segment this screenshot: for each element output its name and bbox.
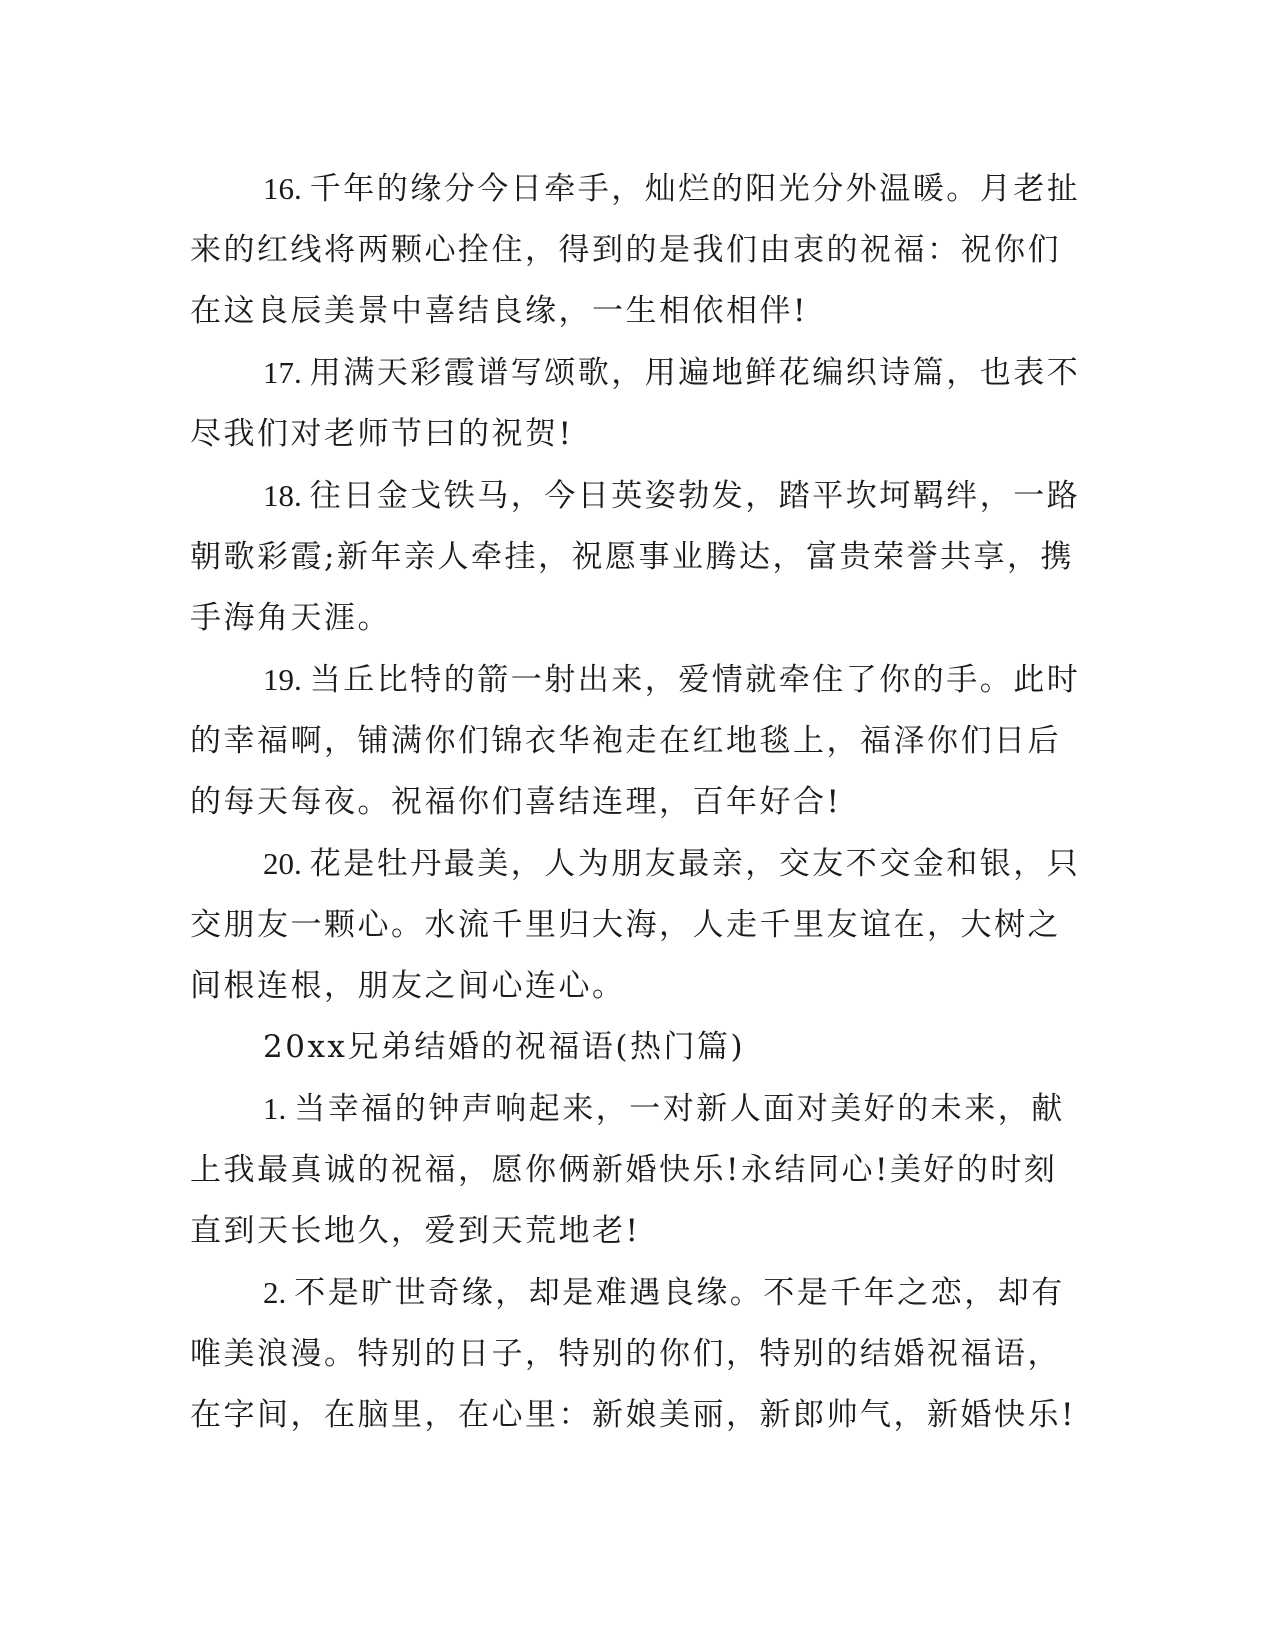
- item-number: 1.: [263, 1091, 287, 1126]
- item-number: 16.: [263, 171, 302, 206]
- paragraph-20: [190, 833, 1083, 1017]
- item-number: 18.: [263, 478, 302, 513]
- item-number: 2.: [263, 1275, 287, 1310]
- paragraph-17: [190, 342, 1083, 465]
- item-number: 19.: [263, 662, 302, 697]
- paragraph-18: [190, 465, 1083, 649]
- paragraph-text: 往日金戈铁马，今日英姿勃发，踏平坎坷羁绊，一路朝歌彩霞;新年亲人牵挂，祝愿事业腾达，富贵荣誉共享，携手海角天涯。: [190, 478, 1081, 636]
- paragraph-text: 花是牡丹最美，人为朋友最亲，交友不交金和银，只交朋友一颗心。水流千里归大海，人走千里友谊在，大树之间根连根，朋友之间心连心。: [190, 846, 1081, 1004]
- document-body: [190, 158, 1083, 1446]
- paragraph-text: 当丘比特的箭一射出来，爱情就牵住了你的手。此时的幸福啊，铺满你们锦衣华袍走在红地毯上，福泽你们日后的每天每夜。祝福你们喜结连理，百年好合!: [190, 662, 1081, 820]
- paragraph-2: [190, 1262, 1083, 1446]
- item-number: 17.: [263, 355, 302, 390]
- paragraph-text: 千年的缘分今日牵手，灿烂的阳光分外温暖。月老扯来的红线将两颗心拴住，得到的是我们由衷的祝福：祝你们在这良辰美景中喜结良缘，一生相依相伴!: [190, 171, 1081, 329]
- paragraph-text: 用满天彩霞谱写颂歌，用遍地鲜花编织诗篇，也表不尽我们对老师节曰的祝贺!: [190, 355, 1081, 452]
- paragraph-19: [190, 649, 1083, 833]
- paragraph-text: 当幸福的钟声响起来，一对新人面对美好的未来，献上我最真诚的祝福，愿你俩新婚快乐!永结同心!美好的时刻直到天长地久，爱到天荒地老!: [190, 1091, 1065, 1249]
- paragraph-16: [190, 158, 1083, 342]
- section-heading: 20xx兄弟结婚的祝福语(热门篇): [263, 1029, 746, 1065]
- item-number: 20.: [263, 846, 302, 881]
- paragraph-1: [190, 1078, 1083, 1262]
- paragraph-text: 不是旷世奇缘，却是难遇良缘。不是千年之恋，却有唯美浪漫。特别的日子，特别的你们，特别的结婚祝福语，在字间，在脑里，在心里：新娘美丽，新郎帅气，新婚快乐!: [190, 1275, 1076, 1433]
